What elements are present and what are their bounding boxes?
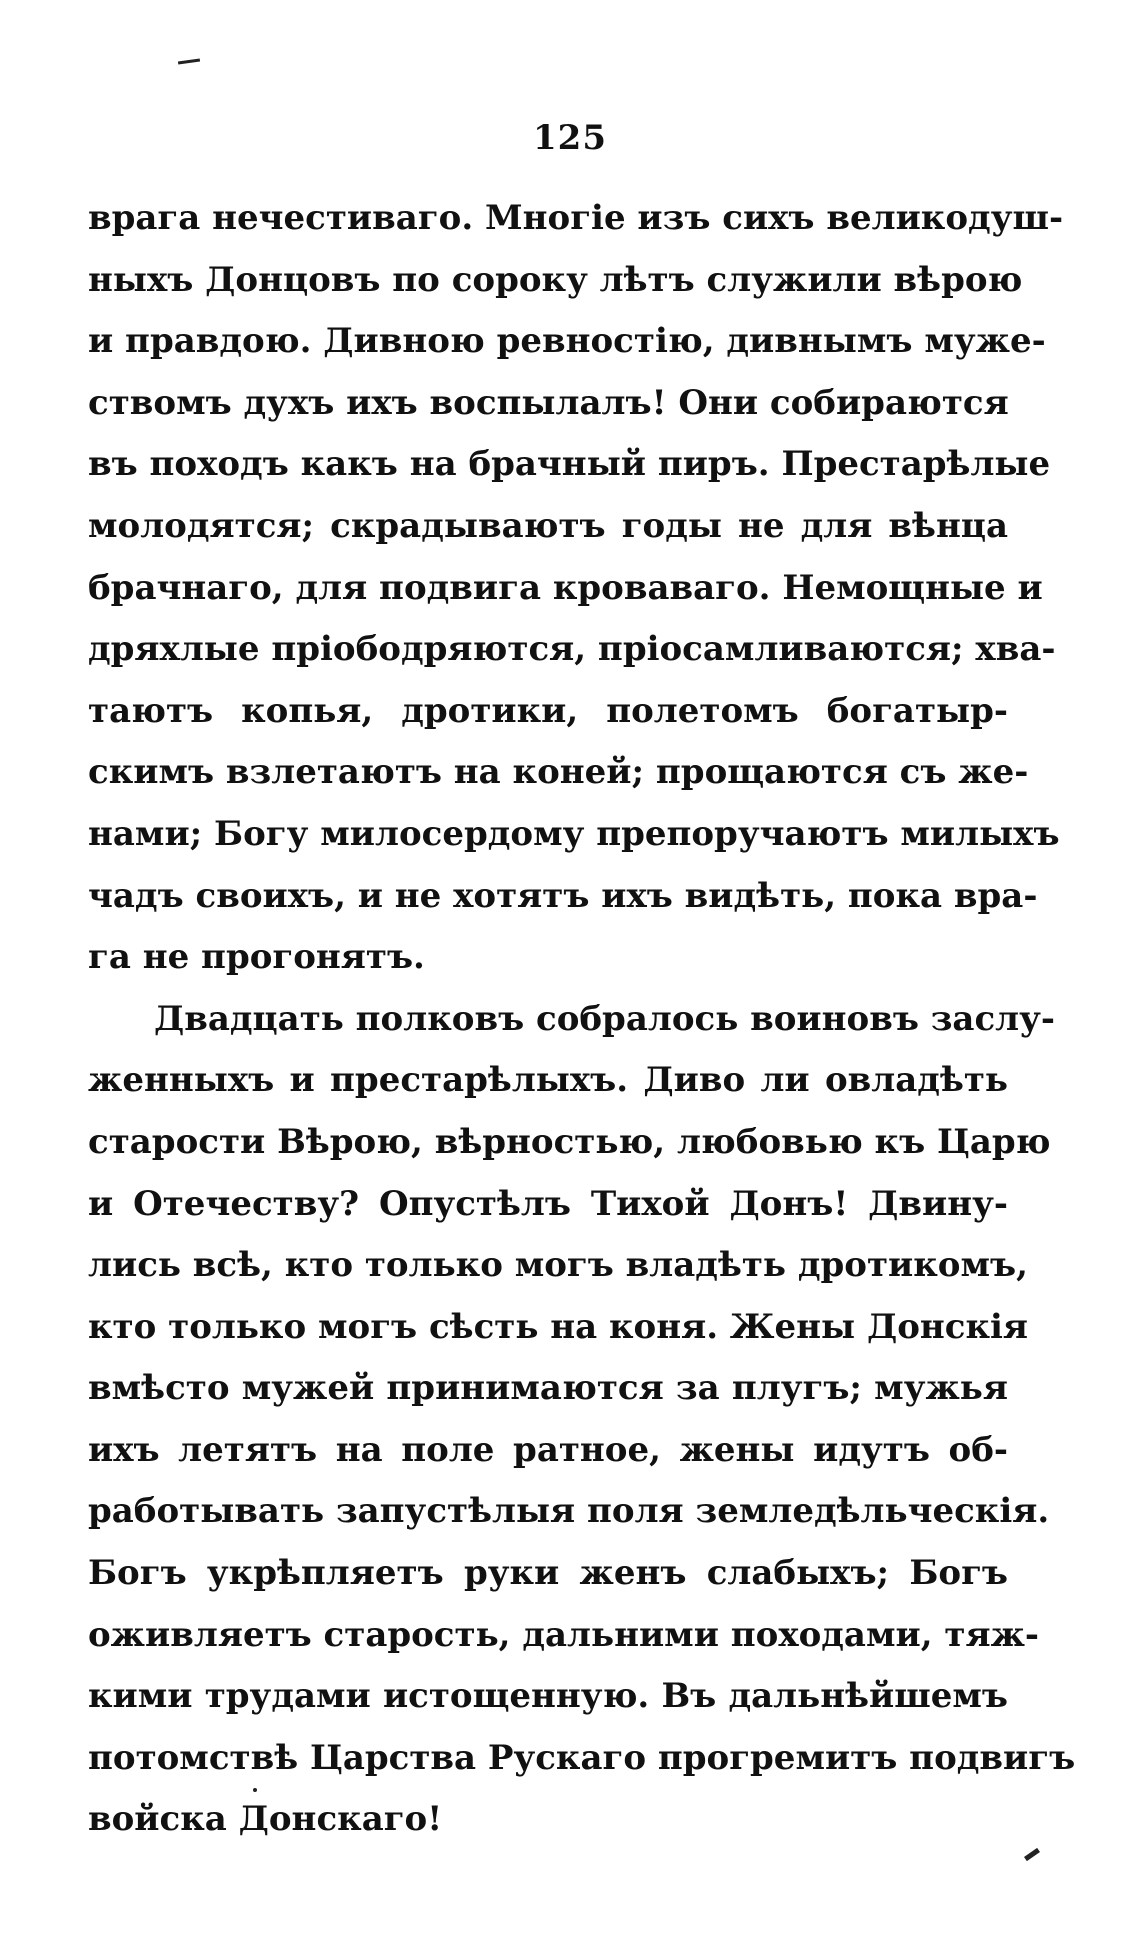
margin-mark bbox=[178, 58, 200, 64]
paragraph-1 bbox=[88, 188, 1064, 989]
text-line: скимъ взлетаютъ на коней; прощаются съ же- bbox=[88, 752, 1029, 793]
text-line: кто только могъ сѣсть на коня. Жены Донскія bbox=[88, 1306, 1029, 1347]
text-line: га не прогонятъ. bbox=[88, 937, 425, 978]
text-line: ихъ летятъ на поле ратное, жены идутъ об- bbox=[88, 1429, 1008, 1470]
text-line: ствомъ духъ ихъ воспылалъ! Они собираются bbox=[88, 382, 1009, 423]
text-line: старости Вѣрою, вѣрностью, любовью къ Царю bbox=[88, 1121, 1051, 1162]
text-line: дряхлые пріободряются, пріосамливаются; хва- bbox=[88, 629, 1056, 670]
text-line: брачнаго, для подвига кроваваго. Немощные и bbox=[88, 567, 1043, 608]
text-line: чадъ своихъ, и не хотятъ ихъ видѣть, пока вра- bbox=[88, 875, 1038, 916]
paragraph-2 bbox=[88, 989, 1076, 1851]
text-line: работывать запустѣлыя поля земледѣльческія. bbox=[88, 1491, 1050, 1532]
text-line: и правдою. Дивною ревностію, дивнымъ муже- bbox=[88, 321, 1046, 362]
text-line: молодятся; скрадываютъ годы не для вѣнца bbox=[88, 505, 1008, 546]
text-line: вмѣсто мужей принимаются за плугъ; мужья bbox=[88, 1368, 1008, 1409]
text-line: женныхъ и престарѣлыхъ. Диво ли овладѣть bbox=[88, 1060, 1008, 1101]
text-line: нами; Богу милосердому препоручаютъ милыхъ bbox=[88, 813, 1060, 854]
text-line: потомствѣ Царства Рускаго прогремитъ подвигъ bbox=[88, 1737, 1076, 1778]
text-line: войска Донскаго! bbox=[88, 1799, 443, 1840]
text-line: оживляетъ старость, дальними походами, тяж- bbox=[88, 1614, 1040, 1655]
text-line: въ походъ какъ на брачный пиръ. Престарѣлые bbox=[88, 444, 1051, 485]
text-line: врага нечестиваго. Многіе изъ сихъ великодуш- bbox=[88, 198, 1064, 238]
margin-mark bbox=[1024, 1848, 1040, 1861]
text-line: Богъ укрѣпляетъ руки женъ слабыхъ; Богъ bbox=[88, 1553, 1008, 1594]
page-number: 125 bbox=[533, 118, 607, 158]
text-line: и Отечеству? Опустѣлъ Тихой Донъ! Двину- bbox=[88, 1183, 1008, 1224]
text-line: лись всѣ, кто только могъ владѣть дротикомъ, bbox=[88, 1245, 1028, 1286]
body-text bbox=[88, 188, 1076, 1851]
text-line: ныхъ Донцовъ по сороку лѣтъ служили вѣрою bbox=[88, 259, 1023, 300]
text-line: Двадцать полковъ собралось воиновъ заслу- bbox=[154, 998, 1056, 1039]
text-line: таютъ копья, дротики, полетомъ богатыр- bbox=[88, 690, 1008, 731]
text-line: кими трудами истощенную. Въ дальнѣйшемъ bbox=[88, 1676, 1008, 1717]
